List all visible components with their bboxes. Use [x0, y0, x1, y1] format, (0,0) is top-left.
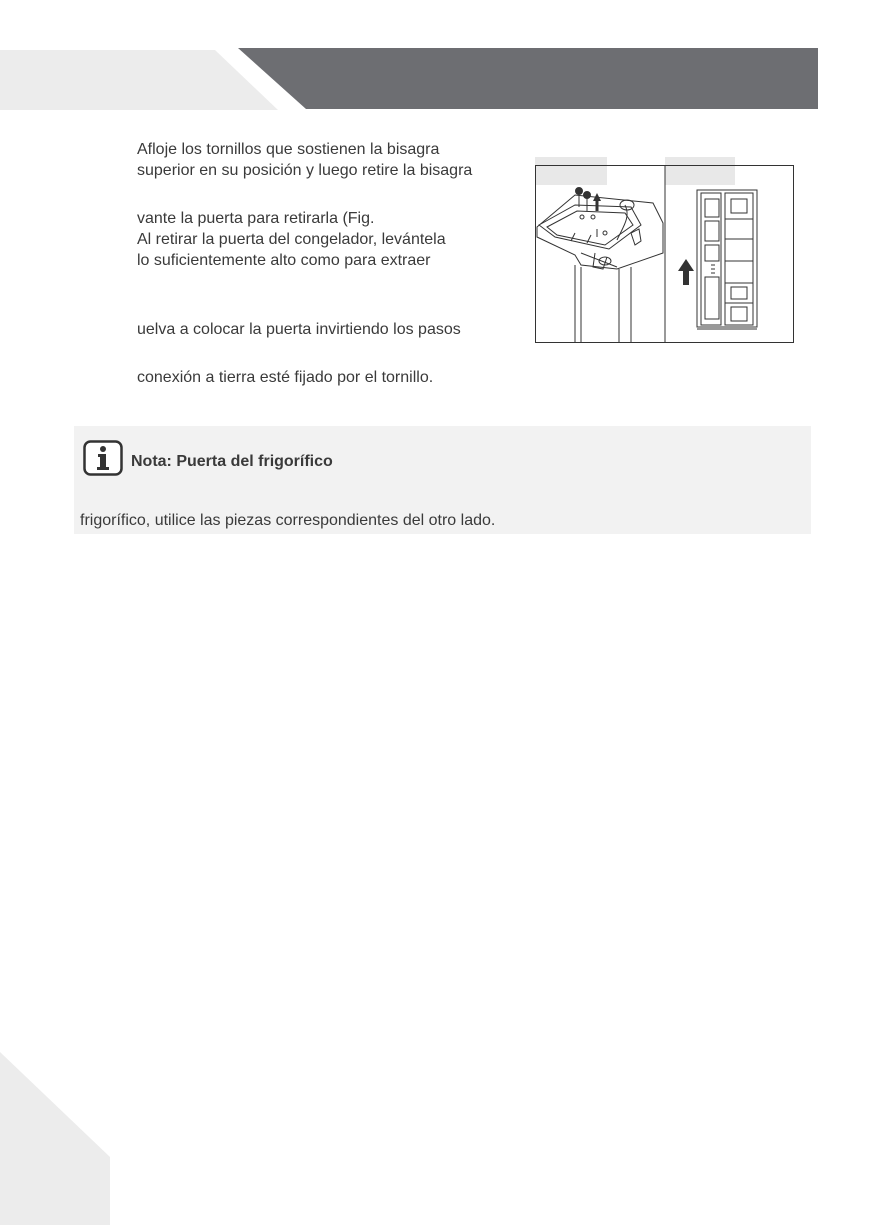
note-text: frigorífico, utilice las piezas correspondientes del otro lado. — [80, 512, 496, 529]
step-text-line: uelva a colocar la puerta invirtiendo los pasos — [137, 321, 461, 338]
door-removal-illustration — [535, 165, 794, 343]
fridge-door-drawing — [697, 190, 757, 329]
info-icon — [83, 440, 123, 476]
page-corner-tab — [0, 1052, 110, 1225]
arrow-up-icon — [678, 259, 694, 285]
step-text-line: Afloje los tornillos que sostienen la bisagra — [137, 141, 440, 158]
note-title: Nota: Puerta del frigorífico — [131, 453, 333, 470]
step-text-line: Al retirar la puerta del congelador, levántela — [137, 231, 446, 248]
header-banner — [238, 48, 818, 109]
step-text-line: conexión a tierra esté fijado por el tornillo. — [137, 369, 434, 386]
step-text-line: lo suficientemente alto como para extraer — [137, 252, 431, 269]
step-text-line: vante la puerta para retirarla (Fig. — [137, 210, 375, 227]
header-tab-light — [0, 50, 290, 110]
hinge-removal-drawing — [537, 195, 663, 343]
step-text-line: superior en su posición y luego retire la bisagra — [137, 162, 473, 179]
